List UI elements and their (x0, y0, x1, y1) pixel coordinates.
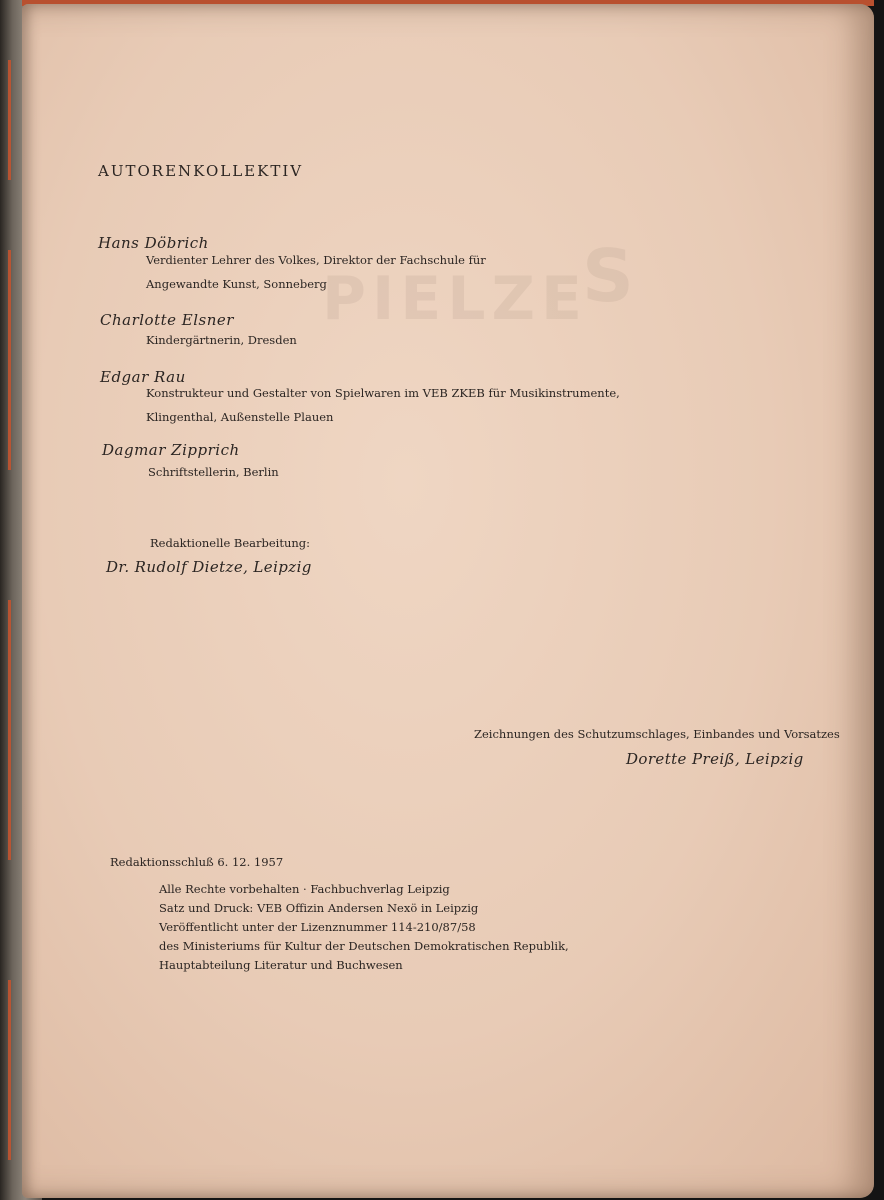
imprint-line: Hauptabteilung Literatur und Buchwesen (159, 958, 403, 972)
imprint-line: Alle Rechte vorbehalten · Fachbuchverlag Leipzig (159, 882, 450, 896)
author-description (146, 248, 486, 296)
bleed-through-text: PIELZE (322, 264, 589, 334)
author-description (146, 328, 297, 352)
author-description-line: Verdienter Lehrer des Volkes, Direktor der Fachschule für (146, 253, 486, 267)
author-name: Hans Döbrich (98, 234, 209, 252)
illustrator-name: Dorette Preiß, Leipzig (626, 750, 804, 768)
bleed-through-text: S (582, 234, 640, 318)
book-page (22, 4, 874, 1198)
imprint-line: Veröffentlicht unter der Lizenznummer 114-210/87/58 (159, 920, 476, 934)
editor-name: Dr. Rudolf Dietze, Leipzig (106, 558, 312, 576)
imprint-line: des Ministeriums für Kultur der Deutschen Demokratischen Republik, (159, 939, 569, 953)
author-description (146, 381, 620, 429)
illustrations-label: Zeichnungen des Schutzumschlages, Einbandes und Vorsatzes (474, 727, 840, 741)
imprint-line: Satz und Druck: VEB Offizin Andersen Nexö in Leipzig (159, 901, 479, 915)
author-name: Edgar Rau (100, 368, 186, 386)
author-description-line: Kindergärtnerin, Dresden (146, 333, 297, 347)
imprint-block (159, 880, 569, 975)
author-description-line: Konstrukteur und Gestalter von Spielwaren im VEB ZKEB für Musikinstrumente, (146, 386, 620, 400)
author-description-line: Angewandte Kunst, Sonneberg (146, 277, 327, 291)
author-description-line: Schriftstellerin, Berlin (148, 465, 279, 479)
author-description-line: Klingenthal, Außenstelle Plauen (146, 410, 334, 424)
author-description (148, 460, 279, 484)
author-name: Dagmar Zipprich (102, 441, 240, 459)
page-title: AUTORENKOLLEKTIV (98, 162, 304, 180)
editing-label: Redaktionelle Bearbeitung: (150, 536, 311, 550)
author-name: Charlotte Elsner (100, 311, 234, 329)
editorial-deadline: Redaktionsschluß 6. 12. 1957 (110, 855, 284, 869)
